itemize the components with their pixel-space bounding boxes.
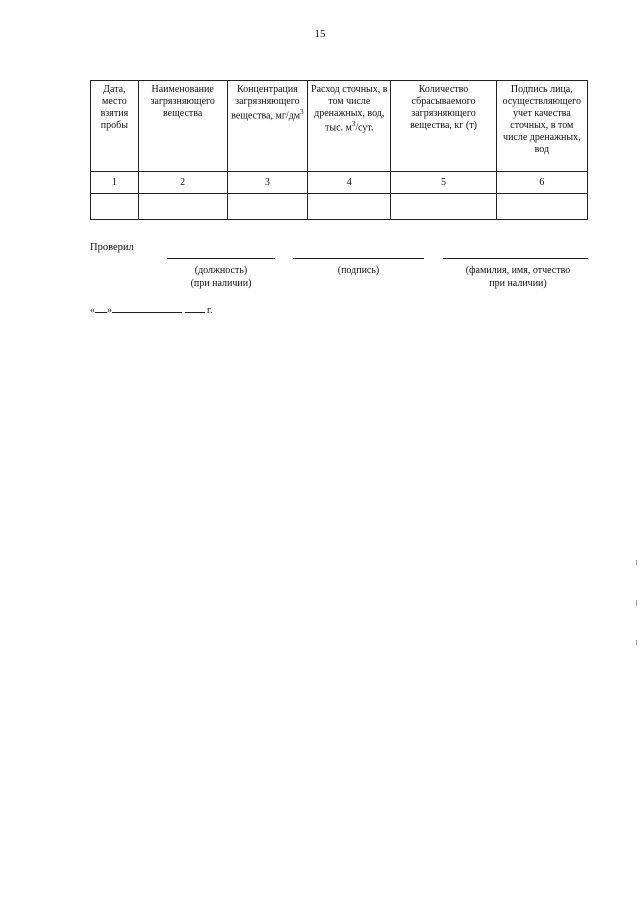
position-caption: (должность) (при наличии): [190, 265, 252, 289]
header-quantity: Количество сбрасываемого загрязняющего вещества, кг (т): [391, 81, 496, 172]
column-number: 1: [91, 172, 139, 194]
column-number: 5: [391, 172, 496, 194]
empty-cell[interactable]: [91, 194, 139, 220]
date-line: « » г.: [90, 305, 213, 316]
empty-cell[interactable]: [391, 194, 496, 220]
header-concentration: Концентрация загрязняющего вещества, $мг/дм^3$: [227, 81, 308, 172]
column-number: 3: [227, 172, 308, 194]
empty-data-row: [91, 194, 588, 220]
scan-mark: [636, 640, 637, 645]
year-blank[interactable]: [185, 303, 205, 313]
header-date-place: Дата, место взятия пробы: [91, 81, 139, 172]
scan-mark: [636, 560, 637, 565]
empty-cell[interactable]: [496, 194, 587, 220]
column-number: 2: [138, 172, 227, 194]
empty-cell[interactable]: [308, 194, 391, 220]
fullname-line[interactable]: [443, 258, 588, 259]
fullname-caption: (фамилия, имя, отчество при наличии): [465, 265, 571, 289]
header-flow: Расход сточных, в том числе дренажных, вод, тыс. $м^3$/сут.: [308, 81, 391, 172]
signature-caption: (подпись): [337, 265, 380, 276]
column-number: 4: [308, 172, 391, 194]
day-blank[interactable]: [95, 303, 107, 313]
month-blank[interactable]: [112, 303, 182, 313]
page-number: 15: [314, 28, 326, 40]
scan-mark: [636, 600, 637, 606]
signature-line[interactable]: [293, 258, 424, 259]
empty-cell[interactable]: [138, 194, 227, 220]
position-line[interactable]: [167, 258, 275, 259]
report-table: [90, 80, 588, 220]
checked-by-label: Проверил: [90, 242, 134, 253]
column-numbers-row: [91, 172, 588, 194]
column-number: 6: [496, 172, 587, 194]
table-header-row: [91, 81, 588, 172]
header-signature: Подпись лица, осуществляющего учет качества сточных, в том числе дренажных, вод: [496, 81, 587, 172]
header-substance-name: Наименование загрязняющего вещества: [138, 81, 227, 172]
empty-cell[interactable]: [227, 194, 308, 220]
